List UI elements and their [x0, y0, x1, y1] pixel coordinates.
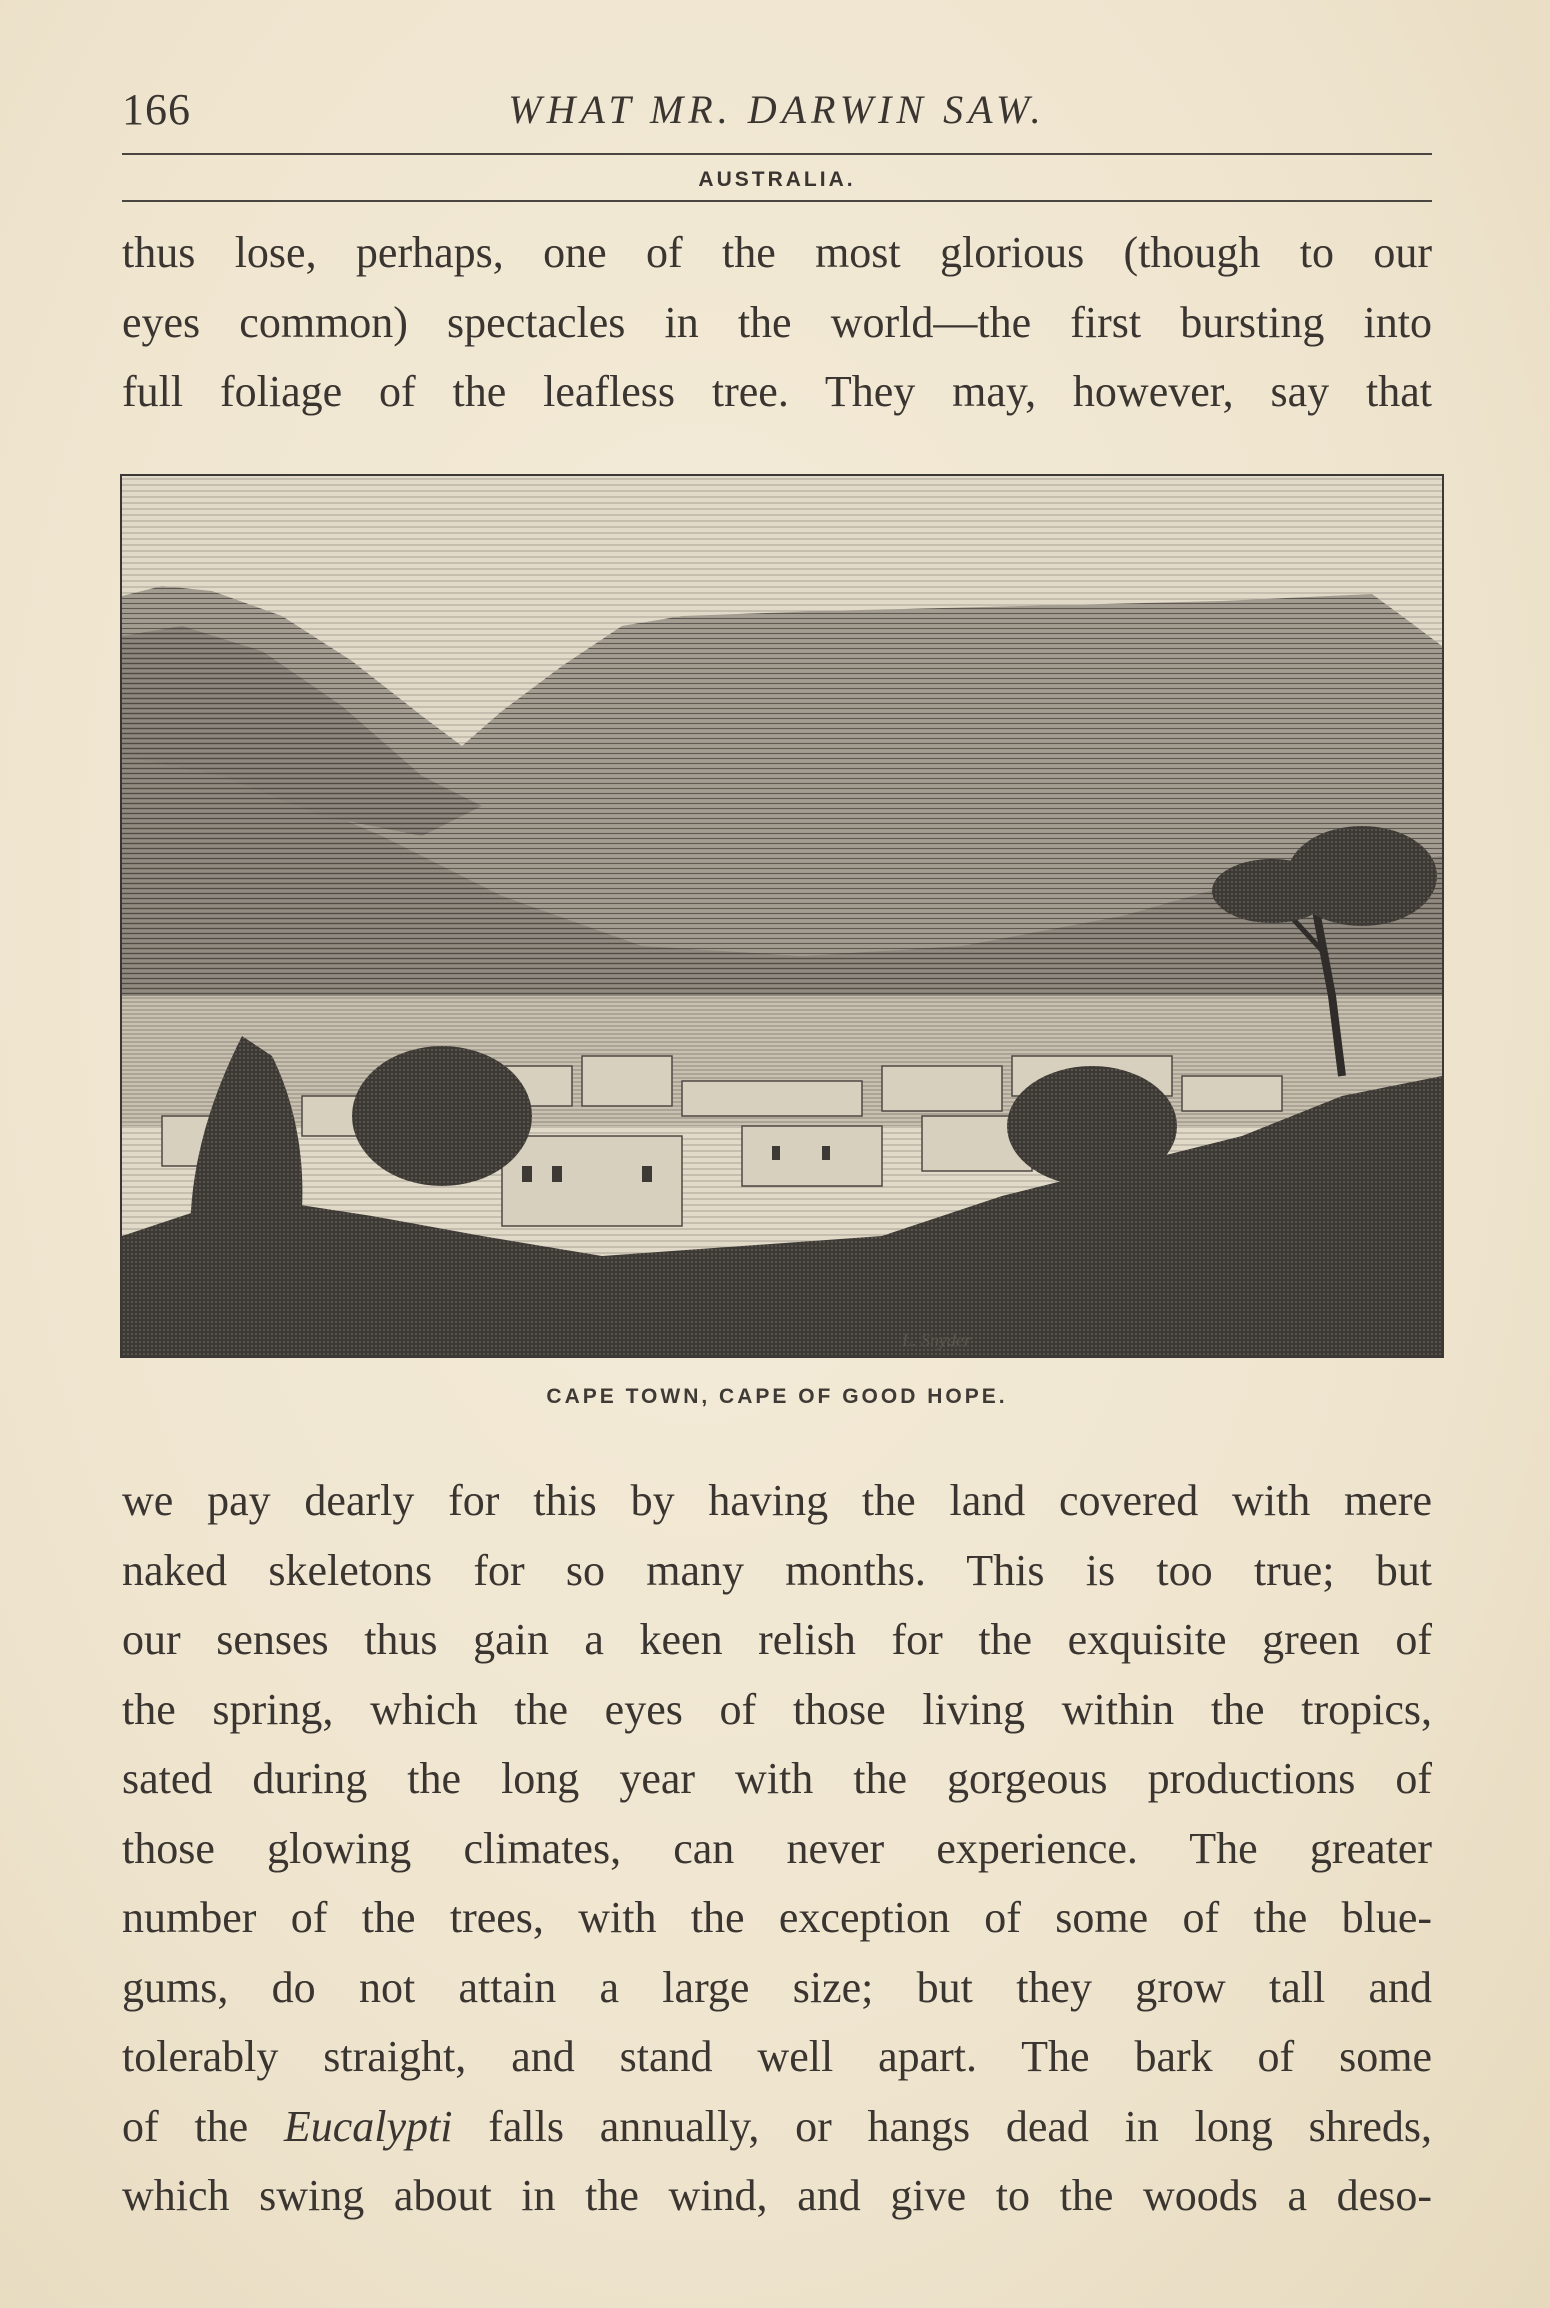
- text-line: sated during the long year with the gorgeous productions of: [122, 1754, 1432, 1803]
- text-line: naked skeletons for so many months. This is too true; but: [122, 1545, 1432, 1595]
- engraver-signature: L. Snyder: [902, 1330, 971, 1350]
- text-segment: falls annually, or hangs dead in long shreds,: [452, 2101, 1432, 2151]
- text-segment: of the: [122, 2101, 284, 2151]
- text-line: which swing about in the wind, and give to the woods a deso-: [122, 2171, 1432, 2220]
- text-line: gums, do not attain a large size; but they grow tall and: [122, 1962, 1432, 2012]
- text-line-with-italic: [122, 2092, 1432, 2162]
- italic-term: Eucalypti: [283, 2101, 453, 2151]
- header-rule-top: [122, 153, 1432, 155]
- text-line: our senses thus gain a keen relish for the exquisite green of: [122, 1615, 1432, 1664]
- section-title: AUSTRALIA.: [698, 168, 856, 191]
- left-tree: [352, 1046, 532, 1186]
- header-rule-bottom: [122, 200, 1432, 202]
- text-line: tolerably straight, and stand well apart. The bark of some: [122, 2032, 1432, 2081]
- text-line: full foliage of the leafless tree. They may, however, say that: [122, 367, 1432, 416]
- text-line: we pay dearly for this by having the land covered with mere: [122, 1476, 1432, 1525]
- page-number: 166: [122, 85, 191, 134]
- text-line: number of the trees, with the exception of some of the blue-: [122, 1893, 1432, 1942]
- body-text-top: [122, 218, 1432, 427]
- book-title: WHAT MR. DARWIN SAW.: [508, 87, 1046, 132]
- text-line: eyes common) spectacles in the world—the first bursting into: [122, 297, 1432, 347]
- right-bush: [1007, 1066, 1177, 1186]
- cape-town-engraving: [122, 476, 1442, 1356]
- body-text-bottom: [122, 1466, 1432, 2231]
- running-head: [122, 84, 1432, 144]
- text-line: those glowing climates, can never experience. The greater: [122, 1823, 1432, 1873]
- figure-caption: CAPE TOWN, CAPE OF GOOD HOPE.: [546, 1385, 1008, 1408]
- text-line: thus lose, perhaps, one of the most glorious (though to our: [122, 228, 1432, 277]
- text-line: the spring, which the eyes of those living within the tropics,: [122, 1684, 1432, 1734]
- engraving-illustration: [120, 474, 1444, 1358]
